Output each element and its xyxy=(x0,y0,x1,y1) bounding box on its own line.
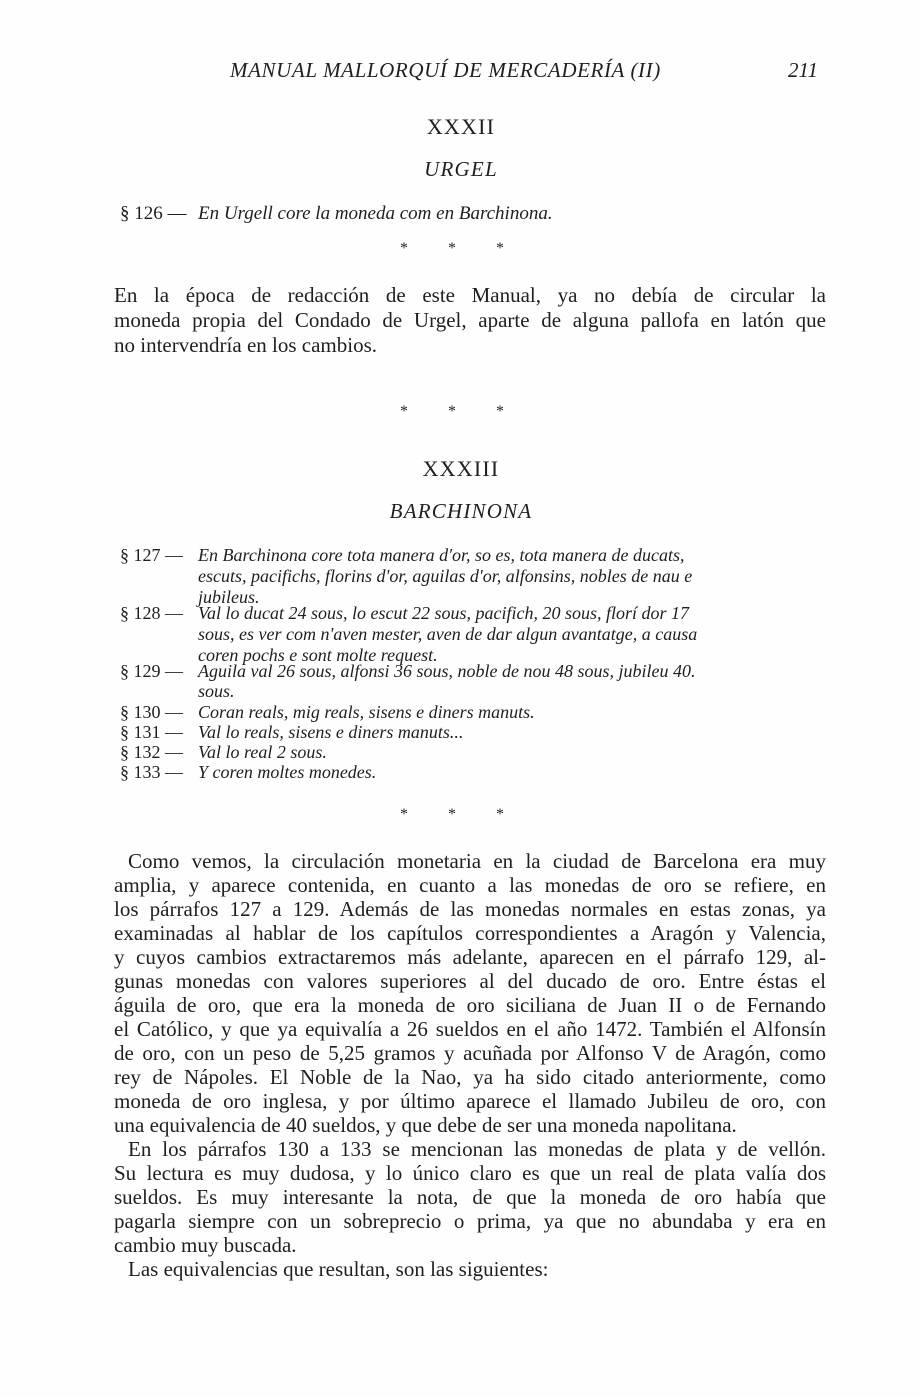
entry-number: § 126 — xyxy=(120,203,187,224)
entry-133 xyxy=(120,762,840,784)
entry-text: En Urgell core la moneda com en Barchinona. xyxy=(198,203,553,224)
section-number-xxxii: XXXII xyxy=(426,114,496,139)
commentary-line: águila de oro, que era la moneda de oro siciliana de Juan II o de Fernando xyxy=(114,993,826,1017)
entry-continuation: sous. xyxy=(198,681,235,701)
commentary-line: amplia, y aparece contenida, en cuanto a las monedas de oro se refiere, en xyxy=(114,873,826,897)
commentary-line: Como vemos, la circulación monetaria en la ciudad de Barcelona era muy xyxy=(128,849,826,873)
entry-text: Val lo real 2 sous. xyxy=(198,742,327,762)
entry-continuation: escuts, pacifichs, florins d'or, aguilas d'or, alfonsins, nobles de nau e xyxy=(198,566,693,586)
section-title-urgel: URGEL xyxy=(424,157,498,181)
entry-131 xyxy=(120,722,840,744)
entry-132 xyxy=(120,742,840,764)
commentary-line: de oro, con un peso de 5,25 gramos y acuñada por Alfonso V de Aragón, como xyxy=(114,1041,826,1065)
commentary-line: moneda de oro inglesa, y por último aparece el llamado Jubileu de oro, con xyxy=(114,1089,826,1113)
commentary-line: el Católico, y que ya equivalía a 26 sueldos en el año 1472. También el Alfonsín xyxy=(114,1017,826,1041)
entry-number: § 132 — xyxy=(120,742,183,762)
entry-126 xyxy=(120,203,840,225)
comment-line: moneda propia del Condado de Urgel, aparte de alguna pallofa en latón que xyxy=(114,308,826,332)
commentary-line: los párrafos 127 a 129. Además de las monedas normales en estas zonas, ya xyxy=(114,897,826,921)
commentary-line: En los párrafos 130 a 133 se mencionan las monedas de plata y de vellón. xyxy=(128,1137,826,1161)
entry-129 xyxy=(120,661,840,683)
separator-stars: * * * xyxy=(400,240,522,257)
entry-128 xyxy=(120,603,840,625)
commentary-line: rey de Nápoles. El Noble de la Nao, ya ha sido citado anteriormente, como xyxy=(114,1065,826,1089)
entry-text: Aguila val 26 sous, alfonsi 36 sous, noble de nou 48 sous, jubileu 40. xyxy=(198,661,696,681)
separator-stars: * * * xyxy=(400,403,522,420)
section-title-barchinona: BARCHINONA xyxy=(389,499,533,523)
entry-130 xyxy=(120,702,840,724)
section-number-xxxiii: XXXIII xyxy=(422,456,500,481)
commentary-line: pagarla siempre con un sobreprecio o prima, ya que no abundaba y era en xyxy=(114,1209,826,1233)
running-title: MANUAL MALLORQUÍ DE MERCADERÍA (II) xyxy=(230,58,661,82)
entry-number: § 133 — xyxy=(120,762,183,782)
commentary-line: Las equivalencias que resultan, son las siguientes: xyxy=(128,1257,549,1281)
entry-text: Y coren moltes monedes. xyxy=(198,762,377,782)
entry-continuation: coren pochs e sont molte request. xyxy=(198,645,438,665)
entry-text: Val lo ducat 24 sous, lo escut 22 sous, pacifich, 20 sous, florí dor 17 xyxy=(198,603,690,623)
commentary-line: Su lectura es muy dudosa, y lo único claro es que un real de plata valía dos xyxy=(114,1161,826,1185)
separator-stars: * * * xyxy=(400,806,522,823)
entry-127 xyxy=(120,545,840,567)
entry-text: Coran reals, mig reals, sisens e diners manuts. xyxy=(198,702,535,722)
entry-number: § 128 — xyxy=(120,603,183,623)
entry-text: Val lo reals, sisens e diners manuts... xyxy=(198,722,464,742)
entry-continuation: sous, es ver com n'aven mester, aven de dar algun avantatge, a causa xyxy=(198,624,698,644)
entry-number: § 130 — xyxy=(120,702,183,722)
commentary-line: y cuyos cambios extractaremos más adelante, aparecen en el párrafo 129, al- xyxy=(114,945,826,969)
entry-text: En Barchinona core tota manera d'or, so es, tota manera de ducats, xyxy=(198,545,685,565)
comment-line: no intervendría en los cambios. xyxy=(114,333,378,357)
entry-number: § 127 — xyxy=(120,545,183,565)
commentary-line: gunas monedas con valores superiores al del ducado de oro. Entre éstas el xyxy=(114,969,826,993)
entry-continuation: jubileus. xyxy=(198,587,260,607)
commentary-line: sueldos. Es muy interesante la nota, de que la moneda de oro había que xyxy=(114,1185,826,1209)
commentary-line: examinadas al hablar de los capítulos correspondientes a Aragón y Valencia, xyxy=(114,921,826,945)
commentary-line: cambio muy buscada. xyxy=(114,1233,297,1257)
entry-number: § 131 — xyxy=(120,722,183,742)
comment-line: En la época de redacción de este Manual, ya no debía de circular la xyxy=(114,283,826,307)
commentary-line: una equivalencia de 40 sueldos, y que debe de ser una moneda napolitana. xyxy=(114,1113,737,1137)
page-number: 211 xyxy=(788,58,818,82)
entry-number: § 129 — xyxy=(120,661,183,681)
